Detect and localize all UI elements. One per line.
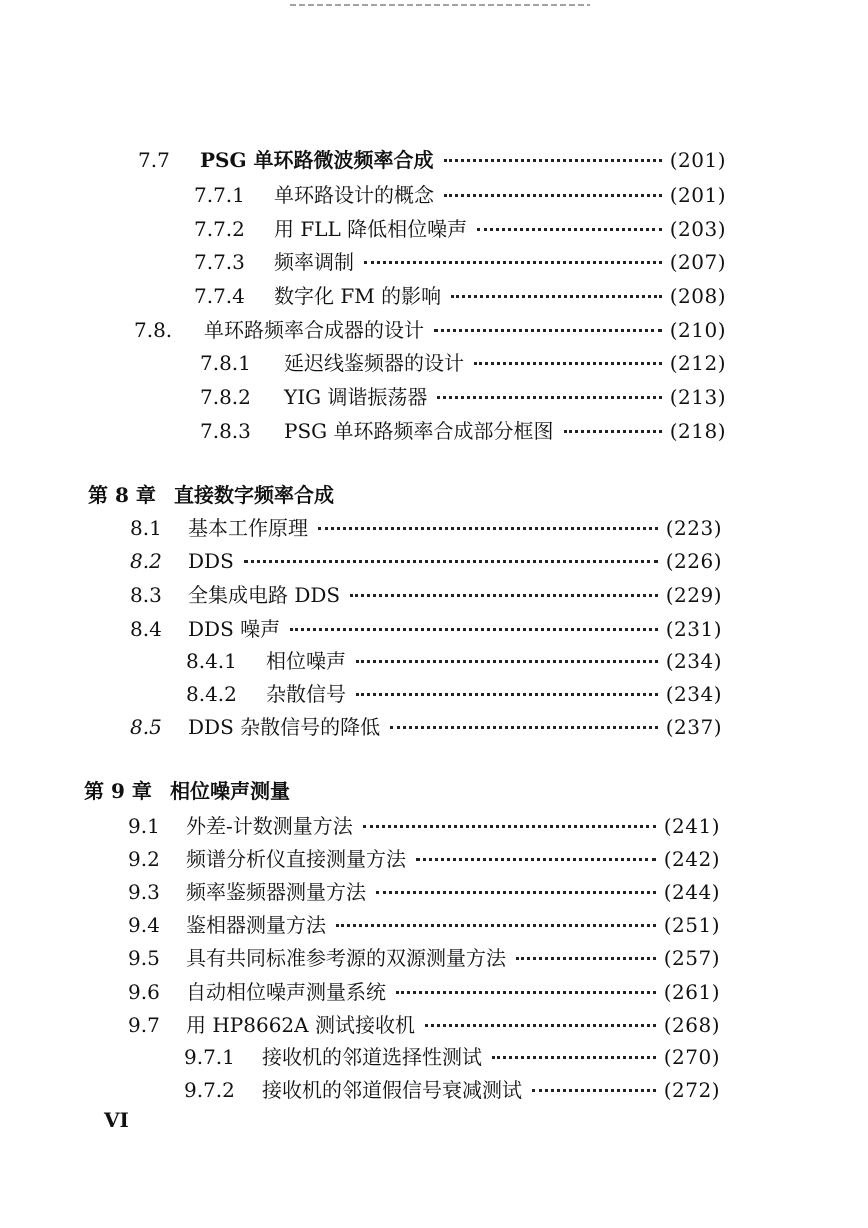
entry-page: (244) bbox=[663, 880, 720, 904]
leader-dots bbox=[434, 329, 662, 332]
leader-dots bbox=[564, 430, 662, 433]
toc-entry[interactable] bbox=[130, 514, 722, 542]
leader-dots bbox=[425, 1024, 656, 1027]
entry-page: (226) bbox=[665, 549, 722, 573]
entry-title: PSG 单环路微波频率合成 bbox=[200, 148, 434, 172]
entry-number: 9.2 bbox=[128, 847, 160, 871]
entry-number: 7.8.2 bbox=[200, 385, 251, 409]
entry-page: (223) bbox=[665, 516, 722, 540]
leader-dots bbox=[364, 261, 662, 264]
entry-title: DDS bbox=[188, 549, 234, 573]
toc-entry[interactable] bbox=[128, 944, 720, 972]
entry-title: 自动相位噪声测量系统 bbox=[186, 980, 386, 1004]
toc-entry[interactable] bbox=[128, 978, 720, 1006]
leader-dots bbox=[390, 726, 658, 729]
leader-dots bbox=[356, 660, 658, 663]
entry-number: 7.7.3 bbox=[194, 250, 245, 274]
entry-number: 7.8.3 bbox=[200, 419, 251, 443]
entry-title: 单环路频率合成器的设计 bbox=[204, 318, 424, 342]
entry-title: 鉴相器测量方法 bbox=[186, 913, 326, 937]
leader-dots bbox=[290, 628, 658, 631]
entry-number: 7.7.4 bbox=[194, 284, 245, 308]
entry-title: 频率鉴频器测量方法 bbox=[186, 880, 366, 904]
entry-title: 频率调制 bbox=[274, 250, 354, 274]
leader-dots bbox=[532, 1089, 656, 1092]
entry-title: 频谱分析仪直接测量方法 bbox=[186, 847, 406, 871]
chapter-number: 第 9 章 bbox=[84, 779, 152, 803]
entry-page: (229) bbox=[665, 583, 722, 607]
entry-page: (272) bbox=[663, 1078, 720, 1102]
entry-title: YIG 调谐振荡器 bbox=[284, 385, 428, 409]
entry-title: 接收机的邻道假信号衰减测试 bbox=[262, 1078, 522, 1102]
entry-page: (270) bbox=[663, 1045, 720, 1069]
entry-number: 7.7 bbox=[138, 148, 170, 172]
toc-entry[interactable] bbox=[128, 878, 720, 906]
entry-title: 具有共同标准参考源的双源测量方法 bbox=[186, 946, 506, 970]
entry-number: 7.7.1 bbox=[194, 183, 245, 207]
leader-dots bbox=[492, 1056, 656, 1059]
entry-title: 相位噪声 bbox=[266, 649, 346, 673]
toc-entry[interactable] bbox=[194, 248, 726, 276]
toc-entry[interactable] bbox=[186, 647, 722, 675]
entry-page: (234) bbox=[665, 649, 722, 673]
entry-number: 9.7 bbox=[128, 1013, 160, 1037]
entry-page: (257) bbox=[663, 946, 720, 970]
toc-entry[interactable] bbox=[130, 615, 722, 643]
toc-entry[interactable] bbox=[138, 146, 726, 174]
entry-title: 单环路设计的概念 bbox=[274, 183, 434, 207]
entry-number: 9.3 bbox=[128, 880, 160, 904]
entry-page: (213) bbox=[669, 385, 726, 409]
entry-title: DDS 噪声 bbox=[188, 617, 281, 641]
leader-dots bbox=[396, 991, 656, 994]
scan-artifact-line bbox=[290, 4, 590, 6]
entry-number: 8.1 bbox=[130, 516, 162, 540]
entry-page: (207) bbox=[669, 250, 726, 274]
chapter-heading[interactable] bbox=[84, 777, 290, 805]
entry-page: (208) bbox=[669, 284, 726, 308]
entry-number: 9.7.2 bbox=[184, 1078, 235, 1102]
entry-number: 8.4.1 bbox=[186, 649, 237, 673]
entry-title: 接收机的邻道选择性测试 bbox=[262, 1045, 482, 1069]
entry-page: (241) bbox=[663, 814, 720, 838]
entry-number: 7.8. bbox=[134, 318, 173, 342]
toc-entry[interactable] bbox=[184, 1043, 720, 1071]
toc-entry[interactable] bbox=[130, 713, 722, 741]
entry-number: 8.4.2 bbox=[186, 682, 237, 706]
page-folio: VI bbox=[104, 1108, 129, 1132]
entry-number: 9.6 bbox=[128, 980, 160, 1004]
toc-entry[interactable] bbox=[184, 1076, 720, 1104]
toc-entry[interactable] bbox=[200, 349, 726, 377]
leader-dots bbox=[437, 396, 661, 399]
entry-title: 用 HP8662A 测试接收机 bbox=[186, 1013, 415, 1037]
entry-number: 9.1 bbox=[128, 814, 160, 838]
entry-number: 8.5 bbox=[130, 715, 162, 739]
entry-title: 基本工作原理 bbox=[188, 516, 308, 540]
entry-page: (242) bbox=[663, 847, 720, 871]
entry-number: 9.5 bbox=[128, 946, 160, 970]
leader-dots bbox=[477, 228, 662, 231]
leader-dots bbox=[363, 825, 656, 828]
entry-page: (261) bbox=[663, 980, 720, 1004]
leader-dots bbox=[244, 560, 658, 563]
leader-dots bbox=[416, 858, 656, 861]
entry-title: 用 FLL 降低相位噪声 bbox=[274, 217, 468, 241]
entry-page: (201) bbox=[669, 183, 726, 207]
entry-number: 8.4 bbox=[130, 617, 162, 641]
toc-entry[interactable] bbox=[134, 316, 726, 344]
entry-number: 7.8.1 bbox=[200, 351, 251, 375]
entry-number: 8.3 bbox=[130, 583, 162, 607]
toc-entry[interactable] bbox=[200, 417, 726, 445]
entry-title: DDS 杂散信号的降低 bbox=[188, 715, 381, 739]
entry-page: (201) bbox=[669, 148, 726, 172]
leader-dots bbox=[444, 194, 662, 197]
toc-entry[interactable] bbox=[130, 581, 722, 609]
entry-number: 9.4 bbox=[128, 913, 160, 937]
entry-number: 9.7.1 bbox=[184, 1045, 235, 1069]
entry-page: (234) bbox=[665, 682, 722, 706]
toc-entry[interactable] bbox=[128, 812, 720, 840]
leader-dots bbox=[516, 957, 656, 960]
entry-number: 8.2 bbox=[130, 549, 162, 573]
chapter-number: 第 8 章 bbox=[88, 483, 156, 507]
toc-entry[interactable] bbox=[128, 845, 720, 873]
leader-dots bbox=[474, 362, 662, 365]
entry-title: PSG 单环路频率合成部分框图 bbox=[284, 419, 554, 443]
entry-page: (218) bbox=[669, 419, 726, 443]
entry-page: (237) bbox=[665, 715, 722, 739]
leader-dots bbox=[318, 527, 658, 530]
leader-dots bbox=[451, 295, 662, 298]
entry-page: (231) bbox=[665, 617, 722, 641]
leader-dots bbox=[376, 891, 656, 894]
chapter-title: 相位噪声测量 bbox=[170, 779, 290, 803]
entry-title: 延迟线鉴频器的设计 bbox=[284, 351, 464, 375]
toc-entry[interactable] bbox=[194, 181, 726, 209]
entry-number: 7.7.2 bbox=[194, 217, 245, 241]
toc-entry[interactable] bbox=[194, 215, 726, 243]
toc-entry[interactable] bbox=[130, 547, 722, 575]
entry-page: (212) bbox=[669, 351, 726, 375]
toc-entry[interactable] bbox=[128, 911, 720, 939]
entry-title: 杂散信号 bbox=[266, 682, 346, 706]
entry-title: 数字化 FM 的影响 bbox=[274, 284, 442, 308]
chapter-title: 直接数字频率合成 bbox=[174, 483, 334, 507]
entry-page: (268) bbox=[663, 1013, 720, 1037]
leader-dots bbox=[444, 159, 662, 162]
toc-entry[interactable] bbox=[194, 282, 726, 310]
leader-dots bbox=[356, 693, 658, 696]
toc-entry[interactable] bbox=[186, 680, 722, 708]
toc-entry[interactable] bbox=[200, 383, 726, 411]
leader-dots bbox=[336, 924, 656, 927]
chapter-heading[interactable] bbox=[88, 481, 334, 509]
leader-dots bbox=[350, 594, 658, 597]
entry-page: (210) bbox=[669, 318, 726, 342]
entry-page: (203) bbox=[669, 217, 726, 241]
entry-title: 全集成电路 DDS bbox=[188, 583, 341, 607]
entry-page: (251) bbox=[663, 913, 720, 937]
entry-title: 外差-计数测量方法 bbox=[186, 814, 353, 838]
toc-entry[interactable] bbox=[128, 1011, 720, 1039]
